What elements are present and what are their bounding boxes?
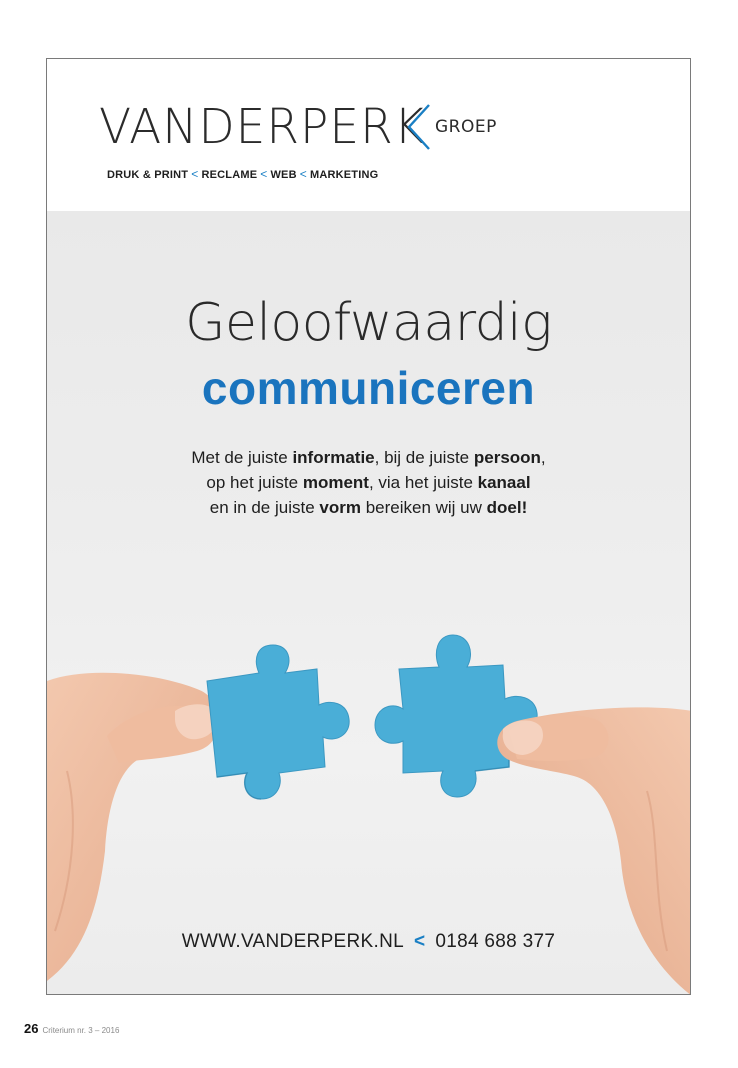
phone-number[interactable]: 0184 688 377 <box>435 931 556 952</box>
body-fragment: en in de juiste <box>209 498 320 517</box>
photo-area <box>47 211 690 995</box>
header-band <box>47 59 690 211</box>
tagline-item: MARKETING <box>309 169 379 181</box>
tagline-item: DRUK & PRINT <box>107 169 189 181</box>
tagline-separator-icon: < <box>191 167 199 181</box>
logo-name: VANDERPERK <box>99 99 426 155</box>
tagline-separator-icon: < <box>260 167 268 181</box>
body-emphasis: vorm <box>319 498 361 517</box>
body-fragment: Met de juiste <box>191 448 293 467</box>
advertisement <box>46 58 691 995</box>
headline-secondary: communiceren <box>201 362 536 414</box>
body-line <box>47 445 690 470</box>
contact-line <box>47 931 690 953</box>
page-number: 26 <box>24 1021 39 1036</box>
body-emphasis: informatie <box>292 448 375 467</box>
body-fragment: , bij de juiste <box>374 448 474 467</box>
body-fragment: , via het juiste <box>368 473 478 492</box>
issue-info: Criterium nr. 3 – 2016 <box>42 1026 120 1035</box>
tagline-separator-icon: < <box>299 167 307 181</box>
logo-suffix: GROEP <box>435 117 497 137</box>
body-emphasis: kanaal <box>477 473 531 492</box>
body-emphasis: doel! <box>486 498 528 517</box>
headline-primary: Geloofwaardig <box>185 293 552 353</box>
right-puzzle-piece <box>375 635 537 797</box>
logo-chevron-icon <box>405 103 435 151</box>
body-line <box>47 495 690 520</box>
website-link[interactable]: WWW.VANDERPERK.NL <box>181 931 404 952</box>
body-text <box>47 445 690 520</box>
body-emphasis: moment <box>302 473 369 492</box>
brand-logo <box>99 97 499 157</box>
tagline-item: RECLAME <box>201 169 258 181</box>
tagline <box>107 167 378 181</box>
body-emphasis: persoon <box>473 448 541 467</box>
page-footer <box>24 1020 119 1038</box>
tagline-item: WEB <box>270 169 297 181</box>
body-fragment: bereiken wij uw <box>360 498 487 517</box>
body-line <box>47 470 690 495</box>
body-fragment: op het juiste <box>206 473 303 492</box>
body-fragment: , <box>540 448 546 467</box>
contact-separator-icon: < <box>413 931 426 952</box>
